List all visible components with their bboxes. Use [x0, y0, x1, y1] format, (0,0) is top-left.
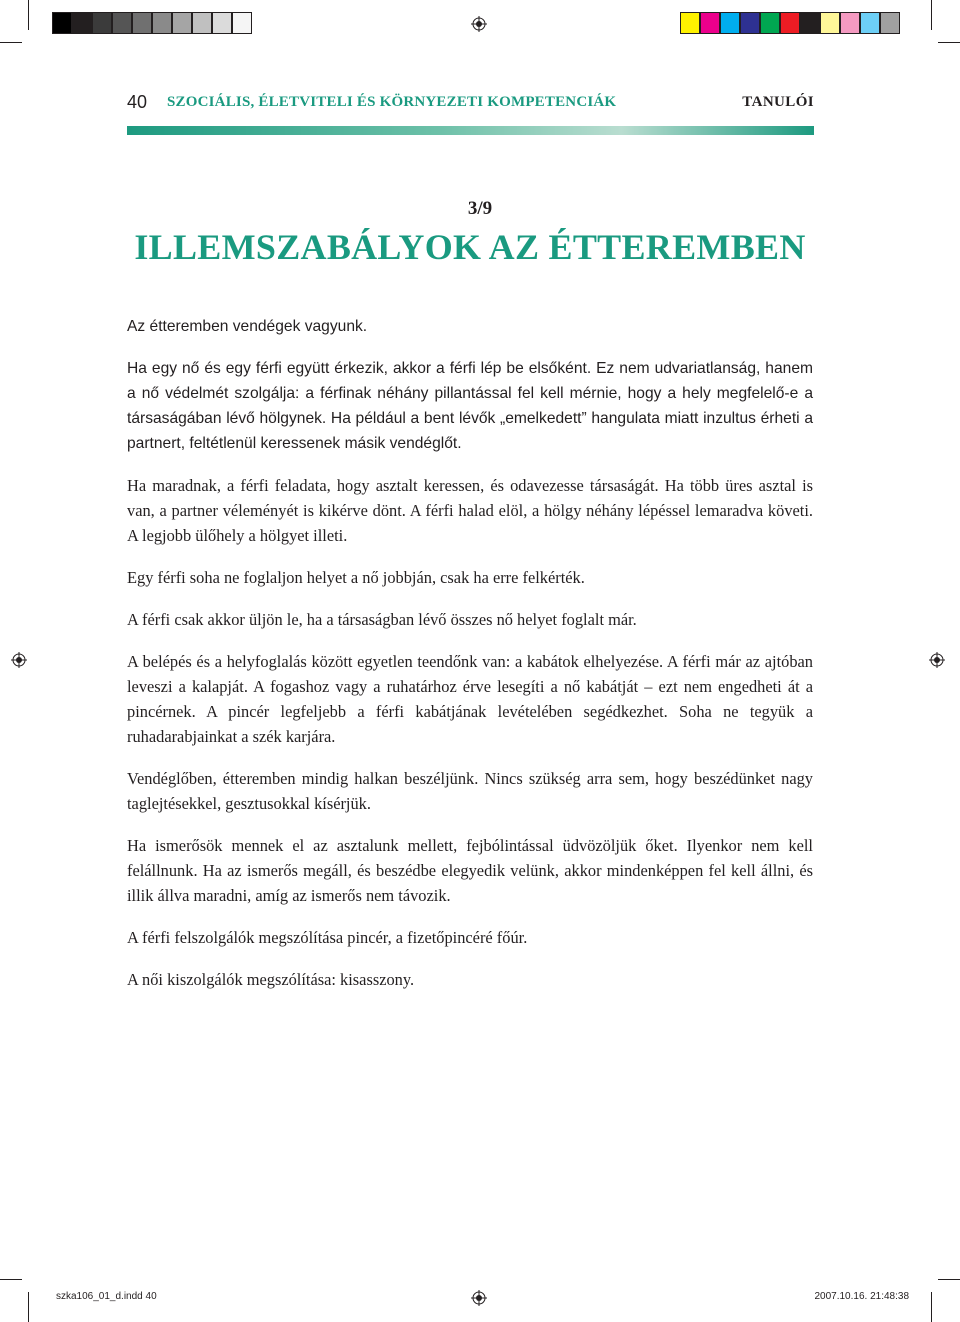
- color-swatch: [820, 12, 840, 34]
- color-swatch: [800, 12, 820, 34]
- color-swatch: [172, 12, 192, 34]
- crop-mark: [931, 0, 932, 30]
- header-rule: [127, 126, 814, 135]
- running-header: [127, 92, 814, 116]
- crop-mark: [938, 42, 960, 43]
- registration-mark-icon: [11, 652, 27, 668]
- crop-mark: [28, 1292, 29, 1322]
- footer-timestamp: 2007.10.16. 21:48:38: [814, 1291, 909, 1302]
- page-number: 40: [127, 92, 148, 112]
- color-swatch: [740, 12, 760, 34]
- process-color-bar: [680, 12, 900, 34]
- color-swatch: [680, 12, 700, 34]
- color-swatch: [720, 12, 740, 34]
- header-title: SZOCIÁLIS, ÉLETVITELI ÉS KÖRNYEZETI KOMPETENCIÁK: [167, 94, 617, 110]
- color-swatch: [132, 12, 152, 34]
- color-swatch: [840, 12, 860, 34]
- header-audience-label: TANULÓI: [742, 94, 814, 110]
- gray-color-bar: [52, 12, 252, 34]
- crop-mark: [0, 42, 22, 43]
- color-swatch: [860, 12, 880, 34]
- registration-mark-icon: [471, 1290, 487, 1306]
- paragraph: A belépés és a helyfoglalás között egyetlen teendőnk van: a kabátok elhelyezése. A férfi már az ajtóban leveszi a kalapját. A fogashoz vagy a ruhatárhoz érve lesegíti a nő kabátját – ezt nem engedheti át a pincérnek. A pincér legfeljebb a férfi kabátjának levételében segédkezhet. Soha ne tegyük a ruhadarabjainkat a szék karjára.: [127, 652, 813, 746]
- paragraph: A női kiszolgálók megszólítása: kisasszony.: [127, 970, 415, 989]
- paragraph: Ha egy nő és egy férfi együtt érkezik, akkor a férfi lép be elsőként. Ez nem udvariatlanság, hanem a nő védelmét szolgálja: a férfinak néhány pillantással fel kell mérnie, hogy a hely megfelelő-e a társaságában lévő hölgynek. Ha például a bent lévők „emelkedett” hangulata miatt inzultus érheti a partnert, feltétlenül keressenek másik vendéglőt.: [127, 360, 813, 452]
- crop-mark: [0, 1279, 22, 1280]
- paragraph: Vendéglőben, étteremben mindig halkan beszéljünk. Nincs szükség arra sem, hogy beszédünket nagy taglejtésekkel, gesztusokkal kísérjük.: [127, 769, 813, 813]
- paragraph: Az étteremben vendégek vagyunk.: [127, 318, 368, 335]
- color-swatch: [700, 12, 720, 34]
- registration-mark-icon: [929, 652, 945, 668]
- color-swatch: [880, 12, 900, 34]
- color-swatch: [112, 12, 132, 34]
- color-swatch: [72, 12, 92, 34]
- registration-mark-icon: [471, 16, 487, 32]
- crop-mark: [931, 1292, 932, 1322]
- color-swatch: [92, 12, 112, 34]
- section-number: 3/9: [467, 198, 493, 219]
- section-title: ILLEMSZABÁLYOK AZ ÉTTEREMBEN: [134, 227, 806, 267]
- color-swatch: [192, 12, 212, 34]
- paragraph: A férfi csak akkor üljön le, ha a társaságban lévő összes nő helyet foglalt már.: [127, 610, 637, 629]
- color-swatch: [232, 12, 252, 34]
- crop-mark: [938, 1279, 960, 1280]
- crop-mark: [28, 0, 29, 30]
- paragraph: A férfi felszolgálók megszólítása pincér, a fizetőpincéré főúr.: [127, 928, 528, 947]
- color-swatch: [152, 12, 172, 34]
- color-swatch: [760, 12, 780, 34]
- paragraph: Ha maradnak, a férfi feladata, hogy asztalt keressen, és odavezesse társaságát. Ha több üres asztal is van, a partner véleményét is kikérve dönt. A férfi halad elöl, a hölgy néhány lépéssel lemaradva követi. A legjobb ülőhely a hölgyet illeti.: [127, 476, 813, 545]
- color-swatch: [52, 12, 72, 34]
- color-swatch: [212, 12, 232, 34]
- footer-file-slug: szka106_01_d.indd 40: [56, 1291, 157, 1302]
- body-text: [127, 314, 813, 1009]
- paragraph: Egy férfi soha ne foglaljon helyet a nő jobbján, csak ha erre felkérték.: [127, 568, 585, 587]
- paragraph: Ha ismerősök mennek el az asztalunk mellett, fejbólintással üdvözöljük őket. Ilyenkor nem kell felállnunk. Ha az ismerős megáll, és beszédbe elegyedik velünk, akkor mindenképpen fel kell állni, és illik állva maradni, amíg az ismerős nem távozik.: [127, 836, 813, 905]
- color-swatch: [780, 12, 800, 34]
